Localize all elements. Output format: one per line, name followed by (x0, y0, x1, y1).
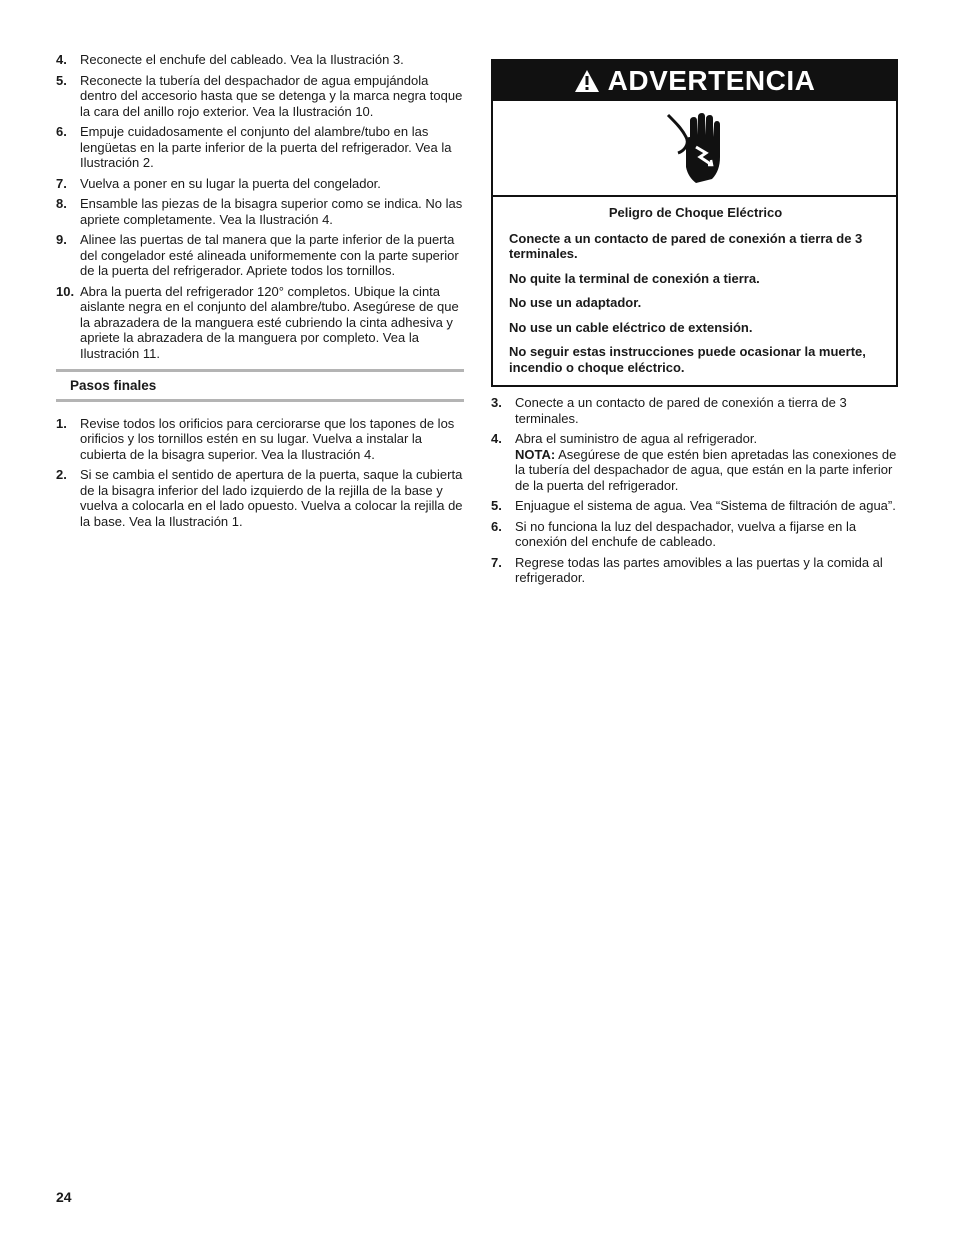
step-number: 5. (56, 72, 67, 88)
warning-line: No use un adaptador. (509, 295, 642, 310)
step-7 (491, 555, 898, 586)
step-text: Ensamble las piezas de la bisagra superior como se indica. No las apriete completamente. Vea la Ilustración 4. (80, 196, 463, 227)
page-number: 24 (56, 1189, 72, 1205)
right-steps (491, 395, 898, 586)
step-number: 10. (56, 283, 75, 299)
electric-shock-hand-icon (662, 111, 728, 185)
step-6 (491, 519, 898, 550)
step-text: Alinee las puertas de tal manera que la parte inferior de la puerta del congelador esté alineada uniformemente con la parte superior de la puerta del refrigerador. Apriete todos los tornillos. (80, 232, 459, 278)
note (515, 447, 898, 494)
step-6 (56, 124, 464, 171)
final-step-2 (56, 467, 464, 529)
warning-box (491, 59, 898, 387)
step-9 (56, 232, 464, 279)
warning-header (493, 61, 896, 101)
step-number: 7. (491, 554, 502, 570)
step-number: 7. (56, 175, 67, 191)
step-text: Si no funciona la luz del despachador, vuelva a fijarse en la conexión del enchufe de cableado. (515, 518, 857, 549)
step-number: 1. (56, 415, 67, 431)
section-heading-pasos-finales: Pasos finales (56, 369, 464, 402)
step-text: Reconecte el enchufe del cableado. Vea la Ilustración 3. (80, 52, 404, 67)
step-text: Reconecte la tubería del despachador de agua empujándola dentro del accesorio hasta que se detenga y la marca negra toque la cara del anillo rojo exterior. Vea la Ilustración 10. (80, 72, 463, 119)
step-number: 8. (56, 196, 67, 211)
warning-title: ADVERTENCIA (607, 65, 816, 97)
note-text: Asegúrese de que estén bien apretadas las conexiones de la tubería del despachador de agua, que están en la parte inferior de la puerta del refrigerador. (515, 446, 897, 493)
final-step-1 (56, 416, 464, 463)
step-10 (56, 284, 464, 362)
step-number: 3. (491, 395, 502, 410)
step-7 (56, 176, 464, 192)
step-text: Regrese todas las partes amovibles a las puertas y la comida al refrigerador. (515, 554, 883, 585)
step-4 (491, 431, 898, 493)
hazard-title: Peligro de Choque Eléctrico (608, 205, 783, 220)
warning-line: No seguir estas instrucciones puede ocasionar la muerte, incendio o choque eléctrico. (509, 344, 866, 375)
note-label: NOTA: (515, 446, 556, 462)
step-text: Revise todos los orificios para cerciorarse que los tapones de los orificios y los tornillos estén en su lugar. Vuelva a instalar la cubierta de la bisagra superior. Vea la Ilustración 4. (80, 415, 455, 462)
step-4 (56, 52, 464, 68)
step-text: Si se cambia el sentido de apertura de la puerta, saque la cubierta de la bisagra inferior del lado izquierdo de la rejilla de la base y vuelva a colocarla en el lado opuesto. Vuelva a colocar la rejilla de la base. Vea la Ilustración 1. (80, 467, 463, 529)
warning-triangle-icon (574, 69, 600, 93)
warning-line: Conecte a un contacto de pared de conexión a tierra de 3 terminales. (509, 230, 863, 261)
warning-body (493, 197, 896, 385)
step-text: Vuelva a poner en su lugar la puerta del congelador. (80, 175, 381, 191)
step-number: 4. (56, 52, 67, 67)
step-5 (491, 498, 898, 514)
right-column (491, 59, 898, 591)
step-3 (491, 395, 898, 426)
shock-hazard-figure (493, 101, 896, 197)
step-text: Abra el suministro de agua al refrigerador. (515, 431, 758, 446)
step-number: 6. (491, 518, 502, 534)
warning-line: No use un cable eléctrico de extensión. (509, 319, 753, 335)
step-5 (56, 73, 464, 120)
step-8 (56, 196, 464, 227)
step-text: Conecte a un contacto de pared de conexión a tierra de 3 terminales. (515, 395, 847, 426)
step-text: Empuje cuidadosamente el conjunto del alambre/tubo en las lengüetas en la parte inferior de la puerta del refrigerador. Vea la Ilustración 2. (80, 124, 452, 170)
step-number: 5. (491, 498, 502, 513)
step-number: 9. (56, 232, 67, 247)
step-text: Abra la puerta del refrigerador 120° completos. Ubique la cinta aislante negra en el conjunto del alambre/tubo. Asegúrese de que la abrazadera de la manguera esté cubriendo la cinta adhesiva y apriete la abrazadera de la manguera por completo. Vea la Ilustración 11. (80, 283, 459, 361)
step-number: 2. (56, 467, 67, 482)
left-column (56, 52, 464, 534)
warning-line: No quite la terminal de conexión a tierra. (509, 270, 760, 286)
step-number: 6. (56, 124, 67, 139)
step-text: Enjuague el sistema de agua. Vea “Sistema de filtración de agua”. (515, 498, 896, 513)
step-number: 4. (491, 431, 502, 446)
